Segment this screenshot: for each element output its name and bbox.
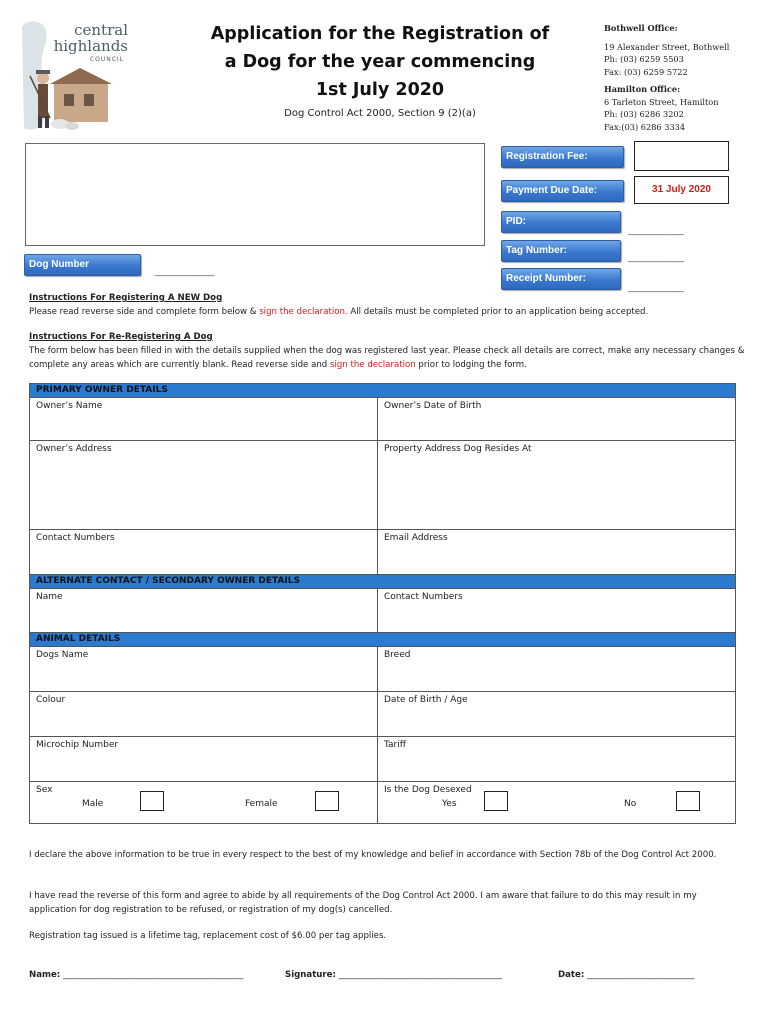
hamilton-heading: Hamilton Office: [604,84,681,94]
name-label: Name: [29,970,61,980]
receipt-number-field[interactable]: _______________ [628,283,684,292]
hamilton-address: 6 Tarleton Street, Hamilton [604,96,719,107]
hamilton-phone: Ph: (03) 6286 3202 [604,109,684,120]
instructions-new-heading: Instructions For Registering A NEW Dog [29,293,223,303]
registration-fee-field[interactable] [634,141,729,171]
microchip-label: Microchip Number [36,740,119,750]
email-address-label: Email Address [384,533,448,543]
date-underline: _________________________ [587,970,695,980]
dob-age-label: Date of Birth / Age [384,695,468,705]
signature-label: Signature: [285,970,336,980]
date-label: Date: [558,970,585,980]
instructions-re-heading: Instructions For Re-Registering A Dog [29,332,213,342]
breed-label: Breed [384,650,411,660]
dogs-name-label: Dogs Name [36,650,89,660]
sex-label: Sex [36,785,53,795]
logo-text-central: central [74,21,128,39]
tag-number-label: Tag Number: [501,240,621,262]
declaration-paragraph-3: Registration tag issued is a lifetime tag, replacement cost of $6.00 per tag applies. [29,931,387,941]
tariff-label: Tariff [384,740,406,750]
contact-numbers-label: Contact Numbers [36,533,115,543]
yes-label: Yes [442,799,457,809]
page-title [185,20,575,104]
owners-dob-field[interactable] [378,398,736,441]
primary-owner-table [29,383,736,824]
breed-field[interactable] [378,647,736,692]
owners-dob-label: Owner’s Date of Birth [384,401,482,411]
dogs-name-field[interactable] [30,647,378,692]
bothwell-phone: Ph: (03) 6259 5503 [604,54,684,65]
dob-age-field[interactable] [378,692,736,737]
owners-name-label: Owner’s Name [36,401,103,411]
payment-due-label: Payment Due Date: [501,180,624,202]
title-line-2: a Dog for the year commencing [224,52,536,72]
owners-name-field[interactable] [30,398,378,441]
instructions-new [29,291,749,319]
alternate-contact-heading: ALTERNATE CONTACT / SECONDARY OWNER DETAILS [30,575,736,589]
property-address-field[interactable] [378,441,736,530]
colour-label: Colour [36,695,66,705]
female-checkbox[interactable] [315,791,339,811]
hamilton-office [604,83,719,133]
logo-text-highlands: highlands [53,37,128,55]
instructions-new-text-red: sign the declaration. [259,307,348,317]
alt-name-field[interactable] [30,589,378,633]
tag-number-field[interactable]: _______________ [628,253,684,262]
registration-fee-label: Registration Fee: [501,146,624,168]
title-line-1: Application for the Registration of [210,24,550,44]
bothwell-heading: Bothwell Office: [604,23,678,33]
name-line[interactable] [29,970,243,980]
male-label: Male [82,799,104,809]
microchip-field[interactable] [30,737,378,782]
pid-field[interactable]: _______________ [628,226,684,235]
mailing-address-box[interactable] [25,143,485,246]
no-checkbox[interactable] [676,791,700,811]
desexed-cell [378,782,736,824]
date-line[interactable] [558,970,694,980]
dog-number-label: Dog Number [24,254,141,276]
colour-field[interactable] [30,692,378,737]
female-label: Female [245,799,278,809]
council-logo [20,18,130,133]
instructions-new-text-1: Please read reverse side and complete form below & [29,307,260,317]
alt-contact-field[interactable] [378,589,736,633]
instructions-re-text-1: The form below has been filled in with the details supplied when the dog was registered last year. Please check all details are correct, make any necessary changes & complete any areas which are currently blank. Read reverse side and [29,346,745,370]
logo-text-council: COUNCIL [89,56,124,63]
alt-contact-label: Contact Numbers [384,592,463,602]
title-line-3: 1st July 2020 [315,80,445,100]
no-label: No [624,799,637,809]
primary-owner-heading: PRIMARY OWNER DETAILS [30,384,736,398]
instructions-reregister [29,330,749,372]
animal-details-heading: ANIMAL DETAILS [30,633,736,647]
signature-underline: ______________________________________ [338,970,502,980]
yes-checkbox[interactable] [484,791,508,811]
email-address-field[interactable] [378,530,736,575]
page-subtitle: Dog Control Act 2000, Section 9 (2)(a) [284,108,476,119]
declaration-paragraph-1: I declare the above information to be true in every respect to the best of my knowledge and belief in accordance with Section 78b of the Dog Control Act 2000. [29,850,717,860]
contact-numbers-field[interactable] [30,530,378,575]
bothwell-fax: Fax: (03) 6259 5722 [604,66,688,77]
receipt-number-label: Receipt Number: [501,268,621,290]
alt-name-label: Name [36,592,63,602]
name-underline: __________________________________________ [62,970,244,980]
owners-address-label: Owner’s Address [36,444,112,454]
bothwell-office [604,22,729,78]
declaration-paragraph-2: I have read the reverse of this form and agree to abide by all requirements of the Dog Control Act 2000. I am aware that failure to do this may result in my application for dog registration to be refused, or registration of my dog(s) cancelled. [29,891,697,915]
bothwell-address: 19 Alexander Street, Bothwell [604,41,730,52]
signature-line[interactable] [285,970,502,980]
dog-number-field[interactable]: ________________ [155,267,215,276]
sex-cell [30,782,378,824]
instructions-re-text-2: prior to lodging the form. [415,360,527,370]
owners-address-field[interactable] [30,441,378,530]
tariff-field[interactable] [378,737,736,782]
property-address-label: Property Address Dog Resides At [384,444,532,454]
hamilton-fax: Fax:(03) 6286 3334 [604,121,686,132]
male-checkbox[interactable] [140,791,164,811]
pid-label: PID: [501,211,621,233]
desexed-label: Is the Dog Desexed [384,785,472,795]
instructions-new-text-2: All details must be completed prior to an application being accepted. [347,307,649,317]
instructions-re-text-red: sign the declaration [329,360,416,370]
payment-due-value: 31 July 2020 [634,176,729,204]
